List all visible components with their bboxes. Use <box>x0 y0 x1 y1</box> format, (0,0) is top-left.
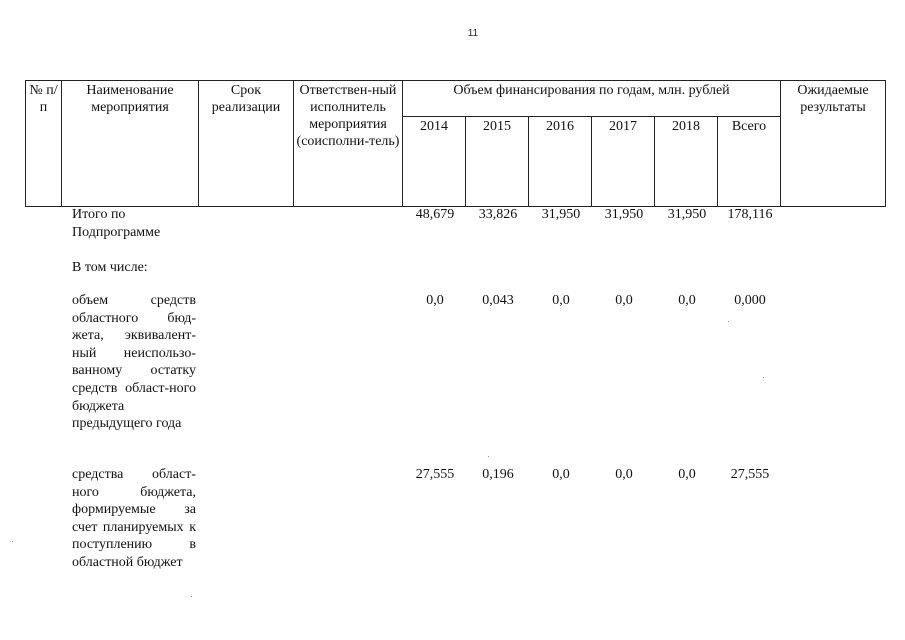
header-year: 2018 <box>655 116 718 206</box>
cell-value: 0,0 <box>678 293 696 308</box>
cell-value: 33,826 <box>478 207 518 222</box>
cell-value: 0,196 <box>482 467 514 482</box>
cell-value: 0,0 <box>615 293 633 308</box>
cell-value: 48,679 <box>415 207 455 222</box>
cell-value: 31,950 <box>604 207 644 222</box>
header-funding: Объем финансирования по годам, млн. рублей <box>403 81 781 117</box>
cell-value: 0,0 <box>426 293 444 308</box>
header-year: 2017 <box>592 116 655 206</box>
scan-speck <box>12 541 13 542</box>
row-label-including: В том числе: <box>72 260 148 275</box>
header-total: Всего <box>718 116 781 206</box>
header-name: Наименование мероприятия <box>62 81 199 207</box>
cell-value: 0,043 <box>482 293 514 308</box>
header-term: Срок реализации <box>199 81 294 207</box>
cell-value: 31,950 <box>667 207 707 222</box>
cell-value: 0,0 <box>552 293 570 308</box>
header-number: № п/п <box>26 81 62 207</box>
header-year: 2016 <box>529 116 592 206</box>
row-label-total: Итого по Подпрограмме <box>72 207 161 240</box>
cell-value: 0,0 <box>678 467 696 482</box>
scan-speck <box>728 321 729 322</box>
header-year: 2014 <box>403 116 466 206</box>
header-responsible: Ответствен-ный исполнитель мероприятия (соисполни-тель) <box>294 81 403 207</box>
header-results: Ожидаемые результаты <box>781 81 886 207</box>
row-label-unused-balance: объем средств областного бюд-жета, эквивалент-ный неиспользо-ванному остатку средств област-ного бюджета предыдущего года <box>72 293 196 432</box>
scan-speck <box>763 377 764 378</box>
page-number: 11 <box>467 28 479 39</box>
cell-value: 27,555 <box>415 467 455 482</box>
row-label-planned-revenue: средства област-ного бюджета, формируемые за счет планируемых к поступлению в областной бюджет <box>72 467 196 570</box>
cell-value: 31,950 <box>541 207 581 222</box>
cell-value: 0,000 <box>734 293 766 308</box>
cell-value: 0,0 <box>615 467 633 482</box>
scan-speck <box>488 456 489 457</box>
cell-value: 178,116 <box>727 207 773 222</box>
cell-value: 27,555 <box>730 467 770 482</box>
cell-value: 0,0 <box>552 467 570 482</box>
header-year: 2015 <box>466 116 529 206</box>
scan-speck <box>191 596 192 597</box>
